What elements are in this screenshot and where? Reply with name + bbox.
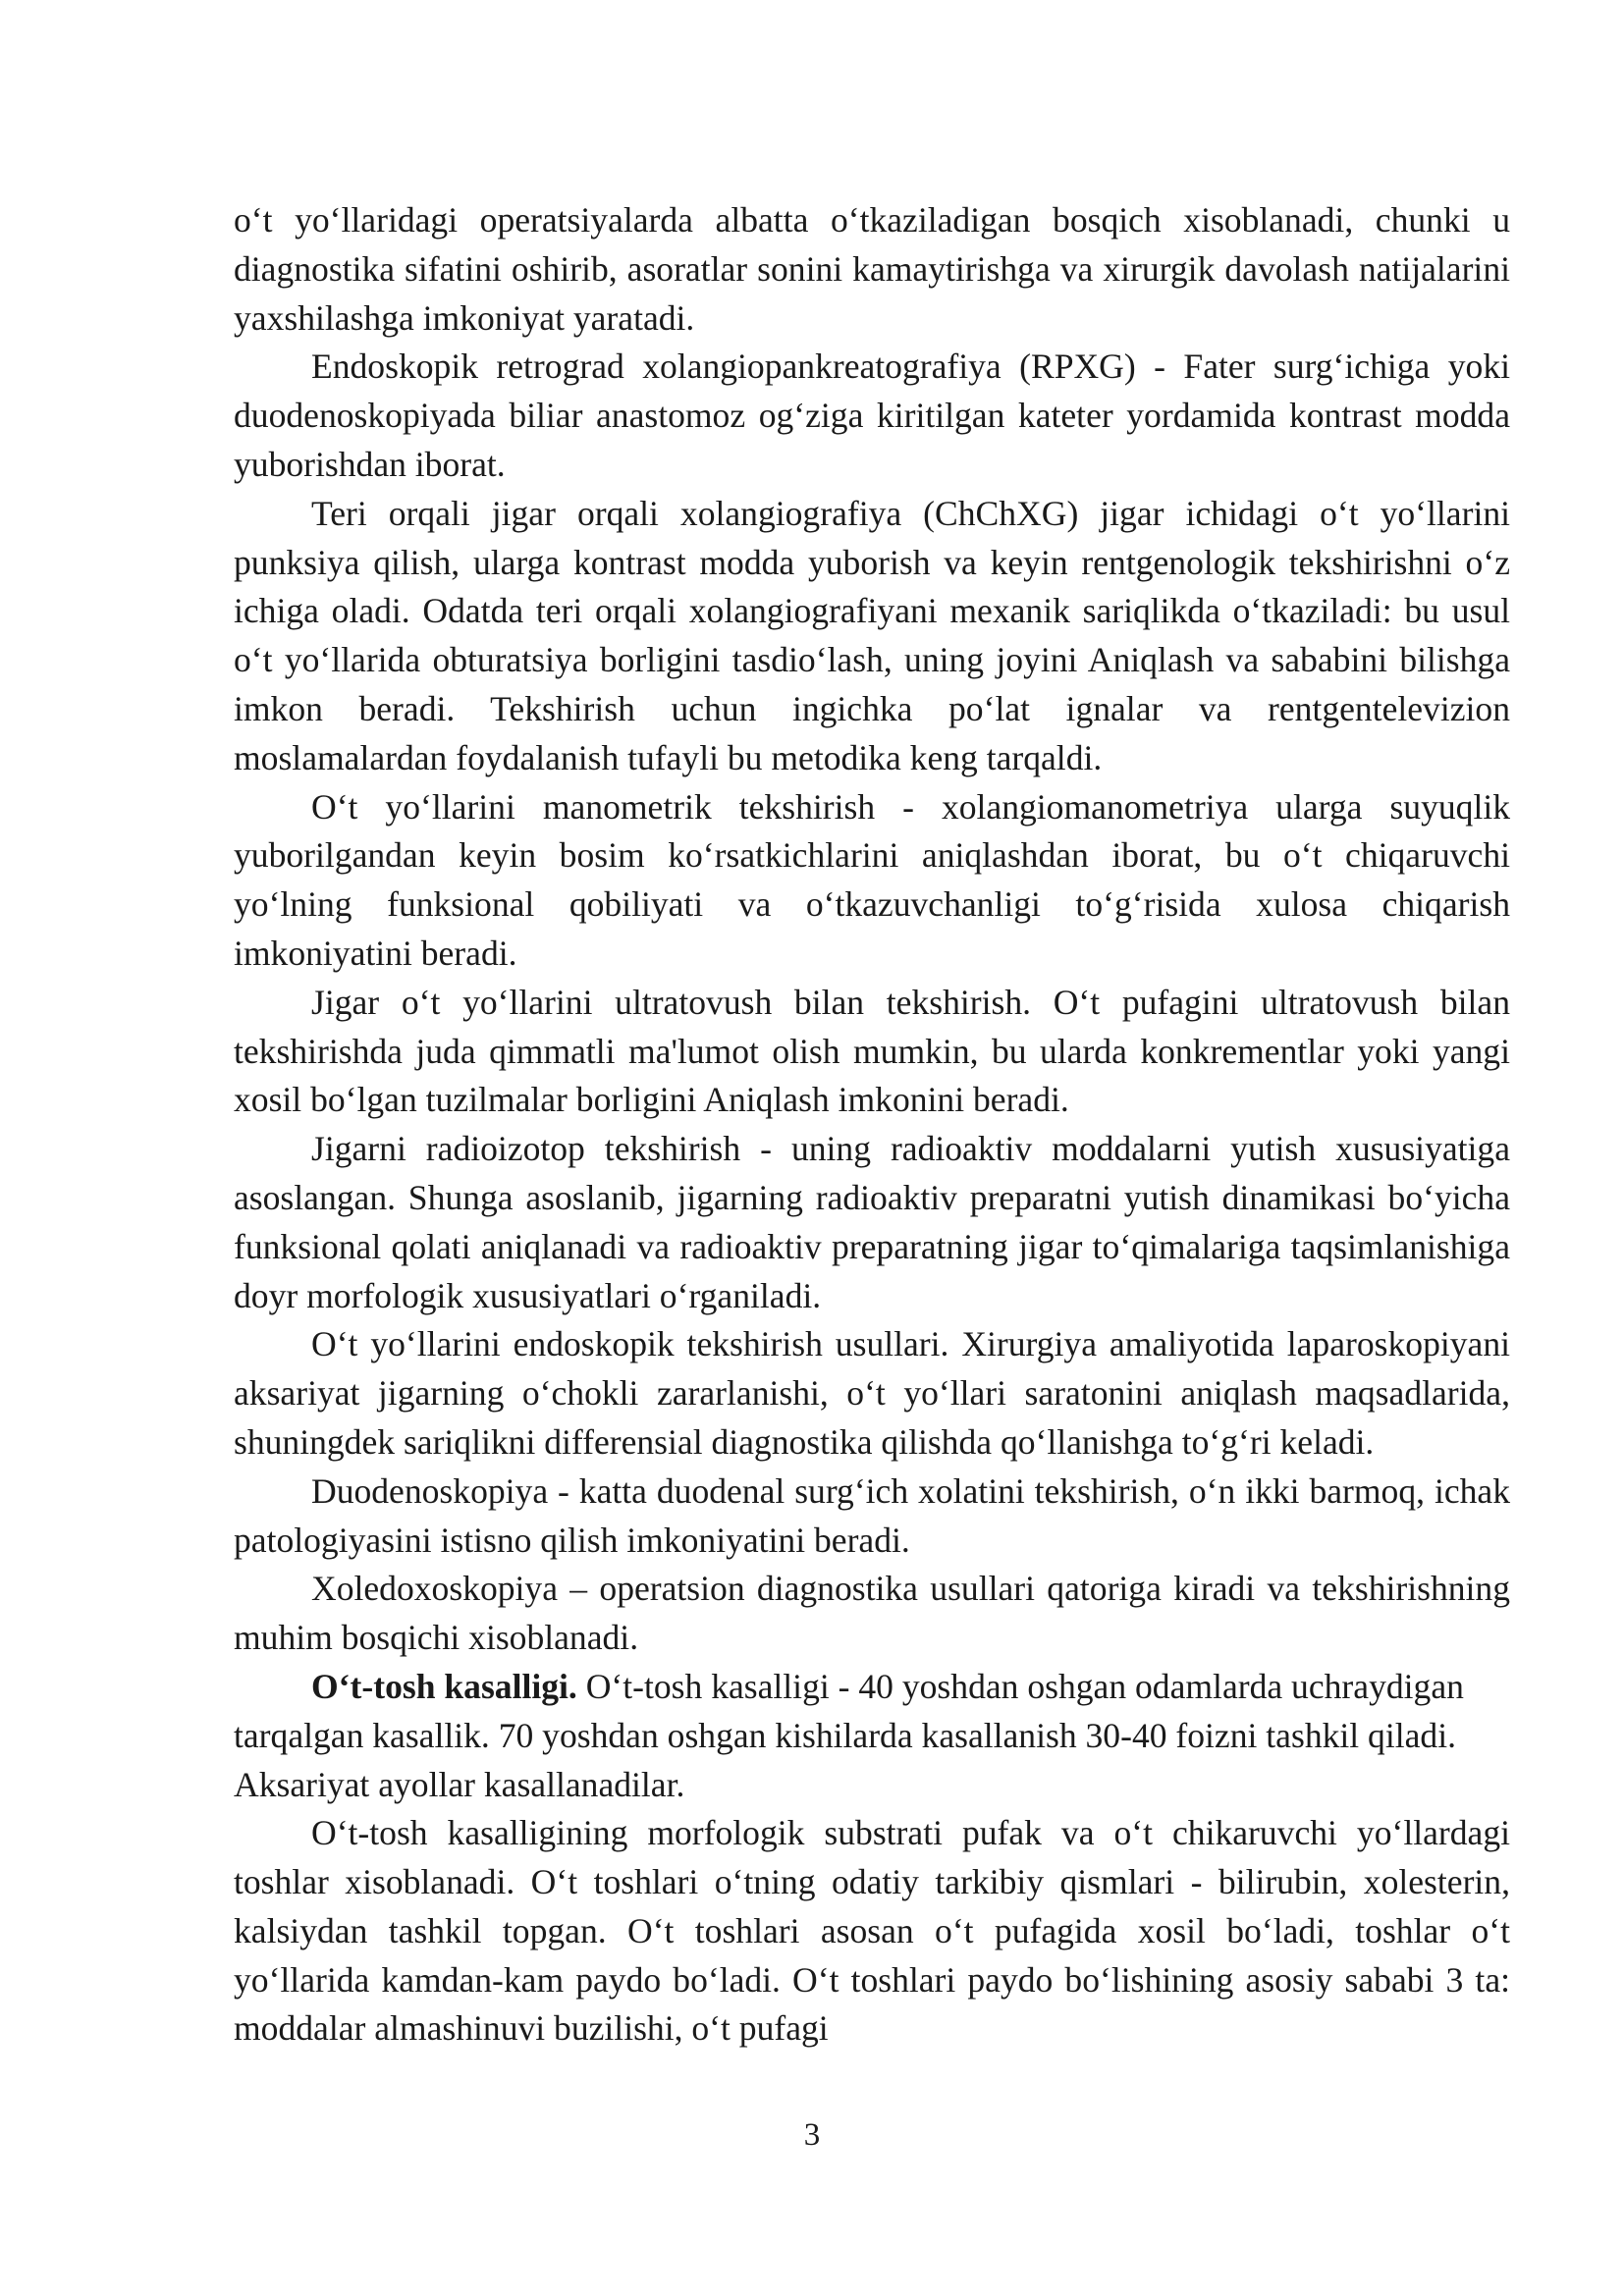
paragraph-endoscopy: O‘t yo‘llarini endoskopik tekshirish usullari. Xirurgiya amaliyotida laparoskopiyani aksariyat jigarning o‘chokli zararlanishi, o‘t yo‘llari saratonini aniqlash maqsadlarida, shuningdek sariqlikni differensial diagnostika qilishda qo‘llanishga to‘g‘ri keladi. <box>234 1324 1510 1462</box>
paragraph-chchxg: Teri orqali jigar orqali xolangiografiya (ChChXG) jigar ichidagi o‘t yo‘llarini punksiya qilish, ularga kontrast modda yuborish va keyin rentgenologik tekshirishni o‘z ichiga oladi. Odatda teri orqali xolangiografiyani mexanik sariqlikda o‘tkaziladi: bu usul o‘t yo‘llarida obturatsiya borligini tasdio‘lash, uning joyini Aniqlash va sababini bilishga imkon beradi. Tekshirish uchun ingichka po‘lat ignalar va rentgentelevizion moslamalardan foydalanish tufayli bu metodika keng tarqaldi. <box>234 493 1510 777</box>
page-number: 3 <box>803 2117 821 2153</box>
section-heading-text: O‘t-tosh kasalligi - 40 yoshdan oshgan odamlarda uchraydigan tarqalgan kasallik. 70 yoshdan oshgan kishilarda kasallanish 30-40 foizni tashkil qiladi. Aksariyat ayollar kasallanadilar. <box>234 1666 1464 1804</box>
paragraph-gallstone-substrate: O‘t-tosh kasalligining morfologik substrati pufak va o‘t chikaruvchi yo‘llardagi toshlar xisoblanadi. O‘t toshlari o‘tning odatiy tarkibiy qismlari - bilirubin, xolesterin, kalsiydan tashkil topgan. O‘t toshlari asosan o‘t pufagida xosil bo‘ladi, toshlar o‘t yo‘llarida kamdan-kam paydo bo‘ladi. O‘t toshlari paydo bo‘lishining asosiy sababi 3 ta: moddalar almashinuvi buzilishi, o‘t pufagi <box>234 1813 1510 2049</box>
body-text <box>234 196 1510 2054</box>
paragraph-radioisotope: Jigarni radioizotop tekshirish - uning radioaktiv moddalarni yutish xususiyatiga asoslangan. Shunga asoslanib, jigarning radioaktiv preparatni yutish dinamikasi bo‘yicha funksional qolati aniqlanadi va radioaktiv preparatning jigar to‘qimalariga taqsimlanishiga doyr morfologik xususiyatlari o‘rganiladi. <box>234 1129 1510 1315</box>
paragraph-duodenoscopy: Duodenoskopiya - katta duodenal surg‘ich xolatini tekshirish, o‘n ikki barmoq, ichak patologiyasini istisno qilish imkoniyatini beradi. <box>234 1470 1510 1560</box>
paragraph-ultrasound: Jigar o‘t yo‘llarini ultratovush bilan tekshirish. O‘t pufagini ultratovush bilan tekshirishda juda qimmatli ma'lumot olish mumkin, bu ularda konkrementlar yoki yangi xosil bo‘lgan tuzilmalar borligini Aniqlash imkonini beradi. <box>234 982 1510 1120</box>
paragraph-gallstone-intro <box>234 1663 1510 1809</box>
paragraph-choledochoscopy: Xoledoxoskopiya – operatsion diagnostika usullari qatoriga kiradi va tekshirishning muhim bosqichi xisoblanadi. <box>234 1569 1510 1658</box>
paragraph-rpxg: Endoskopik retrograd xolangiopankreatografiya (RPXG) - Fater surg‘ichiga yoki duodenoskopiyada biliar anastomoz og‘ziga kiritilgan kateter yordamida kontrast modda yuborishdan iborat. <box>234 347 1510 484</box>
section-heading: O‘t-tosh kasalligi. <box>311 1666 577 1706</box>
paragraph-1: o‘t yo‘llaridagi operatsiyalarda albatta o‘tkaziladigan bosqich xisoblanadi, chunki u diagnostika sifatini oshirib, asoratlar sonini kamaytirishga va xirurgik davolash natijalarini yaxshilashga imkoniyat yaratadi. <box>234 200 1510 338</box>
paragraph-manometry: O‘t yo‘llarini manometrik tekshirish - xolangiomanometriya ularga suyuqlik yuborilgandan keyin bosim ko‘rsatkichlarini aniqlashdan iborat, bu o‘t chiqaruvchi yo‘lning funksional qobiliyati va o‘tkazuvchanligi to‘g‘risida xulosa chiqarish imkoniyatini beradi. <box>234 786 1510 973</box>
